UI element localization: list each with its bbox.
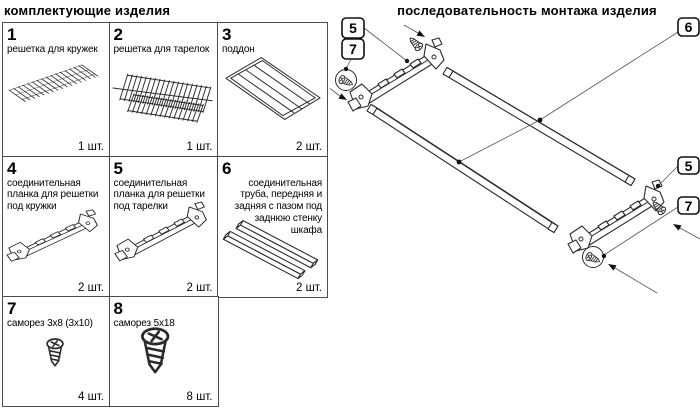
callout-6 — [678, 18, 699, 36]
callout-7-top — [342, 39, 364, 59]
callout-5-bottom — [678, 157, 699, 174]
screw-detail-circle-top — [336, 70, 357, 91]
part-count: 2 шт. — [77, 281, 104, 294]
part-count: 1 шт. — [186, 141, 213, 153]
part-number: 8 — [113, 299, 123, 318]
part-number: 2 — [113, 25, 123, 44]
part-count: 2 шт. — [295, 141, 322, 153]
part-count: 4 шт. — [77, 391, 104, 403]
bracket-bottom-right — [568, 180, 664, 253]
part-number: 7 — [7, 299, 17, 318]
part-cell-3 — [217, 22, 328, 157]
arrow-icon — [404, 25, 425, 37]
part-number: 1 — [7, 25, 17, 44]
part-cell-2 — [109, 22, 219, 157]
part-description: соединительная планка для решетки под кружки — [7, 177, 99, 213]
part-count: 8 шт. — [186, 391, 213, 403]
part-cell-8 — [109, 296, 219, 407]
assembly-sequence-title: последовательность монтажа изделия — [397, 3, 657, 18]
svg-text:7: 7 — [684, 198, 693, 214]
part-count: 1 шт. — [77, 141, 104, 153]
part-description: соединительная труба, передняя и задняя с пазом под заднюю стенку шкафа — [234, 177, 322, 236]
part-description: саморез 5x18 — [113, 318, 175, 329]
part-description: поддон — [222, 44, 255, 55]
svg-text:6: 6 — [684, 19, 693, 35]
arrow-icon — [608, 264, 657, 293]
callout-7-bottom — [678, 197, 699, 214]
part-number: 4 — [7, 158, 17, 178]
svg-text:7: 7 — [349, 41, 357, 57]
part-description: саморез 3x8 (3x10) — [7, 318, 93, 329]
part-number: 5 — [113, 158, 123, 178]
part-description: решетка для кружек — [7, 44, 98, 55]
tube-front — [443, 68, 635, 186]
part-count: 2 шт. — [295, 281, 322, 294]
screw-icon — [407, 35, 424, 52]
part-cell-6 — [217, 156, 328, 298]
svg-text:5: 5 — [349, 20, 357, 36]
part-description: решетка для тарелок — [113, 44, 210, 55]
part-number: 6 — [222, 158, 232, 178]
part-count: 2 шт. — [186, 281, 213, 294]
part-number: 3 — [222, 25, 232, 44]
part-cell-4 — [2, 156, 110, 298]
arrow-icon — [673, 224, 700, 239]
components-grid — [2, 22, 330, 409]
part-cell-1 — [2, 22, 110, 157]
part-cell-7 — [2, 296, 110, 407]
part-description: соединительная планка для решетки под тарелки — [113, 177, 205, 213]
screw-detail-circle-bottom — [583, 247, 604, 268]
components-title: комплектующие изделия — [4, 3, 171, 18]
assembly-diagram — [330, 16, 700, 411]
leader-lines — [344, 28, 678, 258]
svg-text:5: 5 — [684, 158, 693, 174]
callout-5-top — [342, 18, 364, 38]
part-cell-5 — [109, 156, 219, 298]
